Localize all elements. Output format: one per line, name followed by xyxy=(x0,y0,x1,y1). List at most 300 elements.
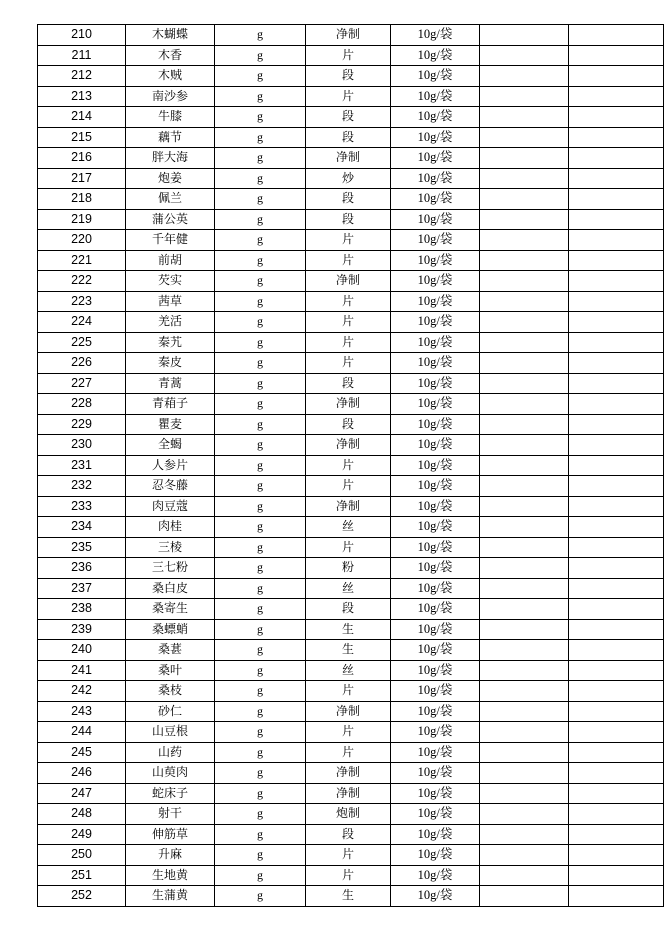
blank-cell xyxy=(480,271,569,292)
processing-cell: 片 xyxy=(306,332,391,353)
herb-name-cell: 木香 xyxy=(126,45,215,66)
blank-cell xyxy=(480,148,569,169)
row-number-cell: 251 xyxy=(38,865,126,886)
row-number-cell: 218 xyxy=(38,189,126,210)
herb-name-cell: 木贼 xyxy=(126,66,215,87)
table-row xyxy=(38,168,664,189)
processing-cell: 炮制 xyxy=(306,804,391,825)
blank-cell xyxy=(480,824,569,845)
herb-name-cell: 桑寄生 xyxy=(126,599,215,620)
spec-cell: 10g/袋 xyxy=(391,353,480,374)
blank-cell xyxy=(569,66,664,87)
spec-cell: 10g/袋 xyxy=(391,640,480,661)
blank-cell xyxy=(480,722,569,743)
herb-name-cell: 桑螵蛸 xyxy=(126,619,215,640)
processing-cell: 段 xyxy=(306,127,391,148)
spec-cell: 10g/袋 xyxy=(391,886,480,907)
table-row xyxy=(38,865,664,886)
unit-cell: g xyxy=(215,476,306,497)
blank-cell xyxy=(569,804,664,825)
table-row xyxy=(38,127,664,148)
processing-cell: 片 xyxy=(306,250,391,271)
table-row xyxy=(38,148,664,169)
herb-name-cell: 山药 xyxy=(126,742,215,763)
blank-cell xyxy=(569,496,664,517)
table-row xyxy=(38,619,664,640)
processing-cell: 段 xyxy=(306,414,391,435)
processing-cell: 净制 xyxy=(306,394,391,415)
processing-cell: 净制 xyxy=(306,763,391,784)
table-row xyxy=(38,291,664,312)
table-row xyxy=(38,230,664,251)
row-number-cell: 240 xyxy=(38,640,126,661)
blank-cell xyxy=(569,578,664,599)
blank-cell xyxy=(480,865,569,886)
spec-cell: 10g/袋 xyxy=(391,66,480,87)
table-row xyxy=(38,517,664,538)
blank-cell xyxy=(480,496,569,517)
blank-cell xyxy=(480,701,569,722)
row-number-cell: 248 xyxy=(38,804,126,825)
spec-cell: 10g/袋 xyxy=(391,578,480,599)
processing-cell: 净制 xyxy=(306,496,391,517)
blank-cell xyxy=(480,45,569,66)
processing-cell: 片 xyxy=(306,681,391,702)
unit-cell: g xyxy=(215,558,306,579)
herb-list-table xyxy=(37,24,664,907)
blank-cell xyxy=(480,66,569,87)
unit-cell: g xyxy=(215,599,306,620)
blank-cell xyxy=(480,86,569,107)
table-row xyxy=(38,25,664,46)
row-number-cell: 216 xyxy=(38,148,126,169)
blank-cell xyxy=(569,660,664,681)
processing-cell: 生 xyxy=(306,886,391,907)
row-number-cell: 235 xyxy=(38,537,126,558)
processing-cell: 段 xyxy=(306,599,391,620)
blank-cell xyxy=(480,189,569,210)
unit-cell: g xyxy=(215,865,306,886)
blank-cell xyxy=(569,783,664,804)
blank-cell xyxy=(480,845,569,866)
blank-cell xyxy=(569,640,664,661)
spec-cell: 10g/袋 xyxy=(391,148,480,169)
processing-cell: 片 xyxy=(306,312,391,333)
unit-cell: g xyxy=(215,107,306,128)
table-row xyxy=(38,476,664,497)
blank-cell xyxy=(569,332,664,353)
blank-cell xyxy=(569,742,664,763)
table-row xyxy=(38,414,664,435)
spec-cell: 10g/袋 xyxy=(391,86,480,107)
unit-cell: g xyxy=(215,312,306,333)
spec-cell: 10g/袋 xyxy=(391,373,480,394)
row-number-cell: 229 xyxy=(38,414,126,435)
spec-cell: 10g/袋 xyxy=(391,414,480,435)
table-body xyxy=(38,25,664,907)
processing-cell: 片 xyxy=(306,537,391,558)
unit-cell: g xyxy=(215,435,306,456)
spec-cell: 10g/袋 xyxy=(391,435,480,456)
spec-cell: 10g/袋 xyxy=(391,107,480,128)
unit-cell: g xyxy=(215,681,306,702)
blank-cell xyxy=(569,312,664,333)
row-number-cell: 210 xyxy=(38,25,126,46)
unit-cell: g xyxy=(215,45,306,66)
spec-cell: 10g/袋 xyxy=(391,845,480,866)
processing-cell: 片 xyxy=(306,722,391,743)
spec-cell: 10g/袋 xyxy=(391,537,480,558)
unit-cell: g xyxy=(215,271,306,292)
herb-name-cell: 肉豆蔻 xyxy=(126,496,215,517)
row-number-cell: 230 xyxy=(38,435,126,456)
spec-cell: 10g/袋 xyxy=(391,312,480,333)
row-number-cell: 220 xyxy=(38,230,126,251)
spec-cell: 10g/袋 xyxy=(391,209,480,230)
unit-cell: g xyxy=(215,824,306,845)
processing-cell: 段 xyxy=(306,373,391,394)
spec-cell: 10g/袋 xyxy=(391,517,480,538)
row-number-cell: 228 xyxy=(38,394,126,415)
row-number-cell: 232 xyxy=(38,476,126,497)
blank-cell xyxy=(569,353,664,374)
blank-cell xyxy=(569,291,664,312)
processing-cell: 片 xyxy=(306,455,391,476)
herb-name-cell: 生蒲黄 xyxy=(126,886,215,907)
row-number-cell: 249 xyxy=(38,824,126,845)
row-number-cell: 241 xyxy=(38,660,126,681)
herb-name-cell: 砂仁 xyxy=(126,701,215,722)
blank-cell xyxy=(480,599,569,620)
processing-cell: 段 xyxy=(306,66,391,87)
processing-cell: 净制 xyxy=(306,701,391,722)
blank-cell xyxy=(569,435,664,456)
unit-cell: g xyxy=(215,640,306,661)
table-row xyxy=(38,66,664,87)
row-number-cell: 236 xyxy=(38,558,126,579)
spec-cell: 10g/袋 xyxy=(391,455,480,476)
table-row xyxy=(38,558,664,579)
herb-name-cell: 桑葚 xyxy=(126,640,215,661)
spec-cell: 10g/袋 xyxy=(391,783,480,804)
blank-cell xyxy=(569,148,664,169)
table-row xyxy=(38,373,664,394)
blank-cell xyxy=(569,599,664,620)
processing-cell: 炒 xyxy=(306,168,391,189)
unit-cell: g xyxy=(215,660,306,681)
unit-cell: g xyxy=(215,127,306,148)
table-row xyxy=(38,824,664,845)
table-row xyxy=(38,107,664,128)
blank-cell xyxy=(569,189,664,210)
processing-cell: 片 xyxy=(306,86,391,107)
unit-cell: g xyxy=(215,455,306,476)
spec-cell: 10g/袋 xyxy=(391,127,480,148)
table-row xyxy=(38,783,664,804)
table-row xyxy=(38,701,664,722)
unit-cell: g xyxy=(215,496,306,517)
table-row xyxy=(38,886,664,907)
unit-cell: g xyxy=(215,209,306,230)
processing-cell: 段 xyxy=(306,209,391,230)
table-row xyxy=(38,722,664,743)
herb-name-cell: 秦皮 xyxy=(126,353,215,374)
herb-name-cell: 青葙子 xyxy=(126,394,215,415)
processing-cell: 粉 xyxy=(306,558,391,579)
blank-cell xyxy=(569,619,664,640)
herb-name-cell: 三七粉 xyxy=(126,558,215,579)
row-number-cell: 223 xyxy=(38,291,126,312)
processing-cell: 段 xyxy=(306,107,391,128)
row-number-cell: 211 xyxy=(38,45,126,66)
herb-name-cell: 前胡 xyxy=(126,250,215,271)
blank-cell xyxy=(569,230,664,251)
row-number-cell: 252 xyxy=(38,886,126,907)
spec-cell: 10g/袋 xyxy=(391,189,480,210)
blank-cell xyxy=(480,783,569,804)
herb-name-cell: 三棱 xyxy=(126,537,215,558)
row-number-cell: 243 xyxy=(38,701,126,722)
herb-name-cell: 千年健 xyxy=(126,230,215,251)
herb-name-cell: 蛇床子 xyxy=(126,783,215,804)
unit-cell: g xyxy=(215,86,306,107)
blank-cell xyxy=(569,517,664,538)
blank-cell xyxy=(569,250,664,271)
blank-cell xyxy=(480,394,569,415)
herb-name-cell: 人参片 xyxy=(126,455,215,476)
table-row xyxy=(38,804,664,825)
unit-cell: g xyxy=(215,332,306,353)
blank-cell xyxy=(569,86,664,107)
row-number-cell: 212 xyxy=(38,66,126,87)
table-row xyxy=(38,599,664,620)
row-number-cell: 231 xyxy=(38,455,126,476)
herb-name-cell: 山萸肉 xyxy=(126,763,215,784)
table-row xyxy=(38,45,664,66)
unit-cell: g xyxy=(215,168,306,189)
processing-cell: 生 xyxy=(306,640,391,661)
spec-cell: 10g/袋 xyxy=(391,168,480,189)
blank-cell xyxy=(480,660,569,681)
table-row xyxy=(38,742,664,763)
blank-cell xyxy=(569,127,664,148)
processing-cell: 丝 xyxy=(306,660,391,681)
blank-cell xyxy=(480,230,569,251)
processing-cell: 片 xyxy=(306,291,391,312)
table-row xyxy=(38,640,664,661)
herb-name-cell: 藕节 xyxy=(126,127,215,148)
blank-cell xyxy=(480,763,569,784)
processing-cell: 丝 xyxy=(306,578,391,599)
herb-name-cell: 南沙参 xyxy=(126,86,215,107)
spec-cell: 10g/袋 xyxy=(391,804,480,825)
table-row xyxy=(38,189,664,210)
unit-cell: g xyxy=(215,763,306,784)
row-number-cell: 239 xyxy=(38,619,126,640)
row-number-cell: 244 xyxy=(38,722,126,743)
blank-cell xyxy=(480,537,569,558)
table-row xyxy=(38,271,664,292)
blank-cell xyxy=(569,824,664,845)
unit-cell: g xyxy=(215,25,306,46)
processing-cell: 片 xyxy=(306,845,391,866)
spec-cell: 10g/袋 xyxy=(391,660,480,681)
row-number-cell: 217 xyxy=(38,168,126,189)
herb-name-cell: 牛膝 xyxy=(126,107,215,128)
spec-cell: 10g/袋 xyxy=(391,271,480,292)
processing-cell: 片 xyxy=(306,230,391,251)
blank-cell xyxy=(480,250,569,271)
herb-name-cell: 升麻 xyxy=(126,845,215,866)
unit-cell: g xyxy=(215,394,306,415)
row-number-cell: 222 xyxy=(38,271,126,292)
blank-cell xyxy=(569,865,664,886)
blank-cell xyxy=(480,455,569,476)
blank-cell xyxy=(569,537,664,558)
spec-cell: 10g/袋 xyxy=(391,599,480,620)
blank-cell xyxy=(569,681,664,702)
table-row xyxy=(38,578,664,599)
row-number-cell: 246 xyxy=(38,763,126,784)
unit-cell: g xyxy=(215,66,306,87)
herb-name-cell: 全蝎 xyxy=(126,435,215,456)
blank-cell xyxy=(480,107,569,128)
blank-cell xyxy=(569,476,664,497)
unit-cell: g xyxy=(215,742,306,763)
table-row xyxy=(38,763,664,784)
blank-cell xyxy=(569,886,664,907)
table-row xyxy=(38,394,664,415)
table-row xyxy=(38,250,664,271)
herb-name-cell: 桑叶 xyxy=(126,660,215,681)
blank-cell xyxy=(480,414,569,435)
blank-cell xyxy=(569,414,664,435)
blank-cell xyxy=(480,373,569,394)
spec-cell: 10g/袋 xyxy=(391,558,480,579)
unit-cell: g xyxy=(215,701,306,722)
blank-cell xyxy=(480,25,569,46)
processing-cell: 片 xyxy=(306,476,391,497)
spec-cell: 10g/袋 xyxy=(391,230,480,251)
herb-name-cell: 佩兰 xyxy=(126,189,215,210)
row-number-cell: 234 xyxy=(38,517,126,538)
row-number-cell: 250 xyxy=(38,845,126,866)
herb-name-cell: 生地黄 xyxy=(126,865,215,886)
spec-cell: 10g/袋 xyxy=(391,291,480,312)
herb-name-cell: 忍冬藤 xyxy=(126,476,215,497)
row-number-cell: 226 xyxy=(38,353,126,374)
processing-cell: 净制 xyxy=(306,435,391,456)
blank-cell xyxy=(569,845,664,866)
table-row xyxy=(38,496,664,517)
unit-cell: g xyxy=(215,517,306,538)
unit-cell: g xyxy=(215,230,306,251)
herb-name-cell: 桑白皮 xyxy=(126,578,215,599)
blank-cell xyxy=(480,209,569,230)
unit-cell: g xyxy=(215,886,306,907)
table-row xyxy=(38,332,664,353)
processing-cell: 生 xyxy=(306,619,391,640)
herb-name-cell: 肉桂 xyxy=(126,517,215,538)
herb-name-cell: 炮姜 xyxy=(126,168,215,189)
herb-name-cell: 茜草 xyxy=(126,291,215,312)
herb-name-cell: 瞿麦 xyxy=(126,414,215,435)
spec-cell: 10g/袋 xyxy=(391,619,480,640)
blank-cell xyxy=(480,332,569,353)
blank-cell xyxy=(480,804,569,825)
unit-cell: g xyxy=(215,148,306,169)
row-number-cell: 237 xyxy=(38,578,126,599)
blank-cell xyxy=(480,312,569,333)
processing-cell: 净制 xyxy=(306,271,391,292)
row-number-cell: 219 xyxy=(38,209,126,230)
row-number-cell: 242 xyxy=(38,681,126,702)
unit-cell: g xyxy=(215,722,306,743)
blank-cell xyxy=(480,578,569,599)
processing-cell: 片 xyxy=(306,45,391,66)
spec-cell: 10g/袋 xyxy=(391,496,480,517)
blank-cell xyxy=(569,25,664,46)
row-number-cell: 233 xyxy=(38,496,126,517)
spec-cell: 10g/袋 xyxy=(391,250,480,271)
table-row xyxy=(38,681,664,702)
row-number-cell: 225 xyxy=(38,332,126,353)
spec-cell: 10g/袋 xyxy=(391,476,480,497)
blank-cell xyxy=(480,619,569,640)
blank-cell xyxy=(480,168,569,189)
processing-cell: 丝 xyxy=(306,517,391,538)
blank-cell xyxy=(569,209,664,230)
spec-cell: 10g/袋 xyxy=(391,681,480,702)
row-number-cell: 215 xyxy=(38,127,126,148)
row-number-cell: 213 xyxy=(38,86,126,107)
table-row xyxy=(38,845,664,866)
blank-cell xyxy=(569,373,664,394)
row-number-cell: 247 xyxy=(38,783,126,804)
blank-cell xyxy=(569,701,664,722)
blank-cell xyxy=(569,394,664,415)
unit-cell: g xyxy=(215,291,306,312)
blank-cell xyxy=(480,640,569,661)
blank-cell xyxy=(569,107,664,128)
herb-name-cell: 桑枝 xyxy=(126,681,215,702)
processing-cell: 净制 xyxy=(306,783,391,804)
unit-cell: g xyxy=(215,578,306,599)
row-number-cell: 238 xyxy=(38,599,126,620)
table-row xyxy=(38,353,664,374)
unit-cell: g xyxy=(215,373,306,394)
spec-cell: 10g/袋 xyxy=(391,701,480,722)
table-row xyxy=(38,537,664,558)
table-row xyxy=(38,660,664,681)
table-row xyxy=(38,86,664,107)
unit-cell: g xyxy=(215,414,306,435)
unit-cell: g xyxy=(215,804,306,825)
unit-cell: g xyxy=(215,619,306,640)
unit-cell: g xyxy=(215,353,306,374)
spec-cell: 10g/袋 xyxy=(391,722,480,743)
blank-cell xyxy=(569,763,664,784)
row-number-cell: 227 xyxy=(38,373,126,394)
table-row xyxy=(38,435,664,456)
blank-cell xyxy=(480,558,569,579)
spec-cell: 10g/袋 xyxy=(391,763,480,784)
spec-cell: 10g/袋 xyxy=(391,394,480,415)
processing-cell: 片 xyxy=(306,353,391,374)
blank-cell xyxy=(480,127,569,148)
row-number-cell: 221 xyxy=(38,250,126,271)
herb-name-cell: 胖大海 xyxy=(126,148,215,169)
